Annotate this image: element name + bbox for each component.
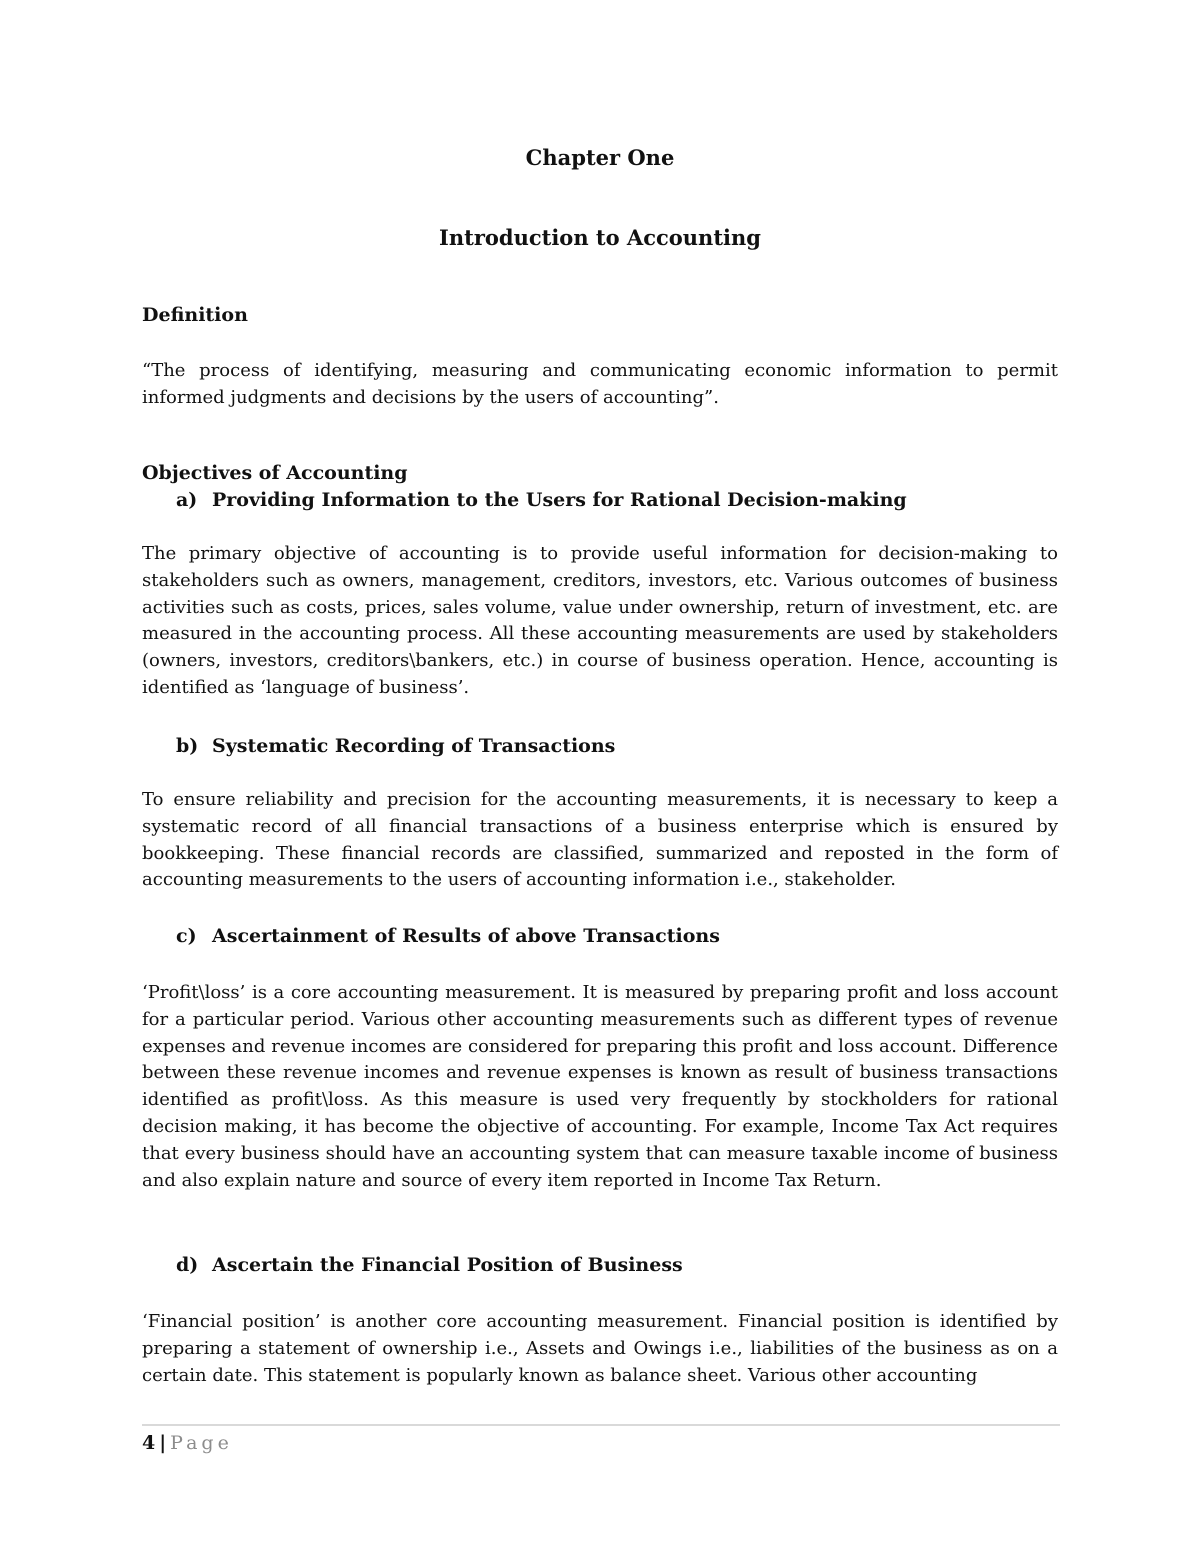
definition-heading: Definition [142, 304, 248, 326]
objective-a-heading [176, 487, 907, 513]
objective-d-heading [176, 1252, 683, 1278]
objective-b-text: To ensure reliability and precision for the accounting measurements, it is necessary to keep a systematic record of all financial transactions of a business enterprise which is ensured by bookkeeping. These financial records are classified, summarized and reposted in the form of accounting measurements to the users of accounting information i.e., stakeholder. [142, 789, 1058, 891]
page-label: Page [170, 1432, 233, 1454]
objective-b-letter: b) [176, 735, 199, 757]
footer-separator: | [159, 1432, 167, 1454]
objective-d-text: ‘Financial position’ is another core accounting measurement. Financial position is identified by preparing a statement of ownership i.e., Assets and Owings i.e., liabilities of the business as on a certain date. This statement is popularly known as balance sheet. Various other accounting [142, 1311, 1058, 1386]
objectives-heading: Objectives of Accounting [142, 462, 408, 484]
objective-c-text: ‘Profit\loss’ is a core accounting measurement. It is measured by preparing profit and loss account for a particular period. Various other accounting measurements such as different types of revenue expenses and revenue incomes are considered for preparing this profit and loss account. Difference between these revenue incomes and revenue expenses is known as result of business transactions identified as profit\loss. As this measure is used very frequently by stockholders for rational decision making, it has become the objective of accounting. For example, Income Tax Act requires that every business should have an accounting system that can measure taxable income of business and also explain nature and source of every item reported in Income Tax Return. [142, 982, 1058, 1191]
objective-d-title: Ascertain the Financial Position of Business [212, 1254, 683, 1276]
objective-b-heading [176, 733, 615, 759]
document-page [142, 0, 1058, 1553]
objective-c-heading [176, 923, 720, 949]
objective-c-title: Ascertainment of Results of above Transactions [212, 925, 720, 947]
objective-b-title: Systematic Recording of Transactions [212, 735, 616, 757]
objective-a-letter: a) [176, 489, 198, 511]
main-title: Introduction to Accounting [439, 225, 761, 250]
objective-a-text: The primary objective of accounting is to provide useful information for decision-making to stakeholders such as owners, management, creditors, investors, etc. Various outcomes of business activities such as costs, prices, sales volume, value under ownership, return of investment, etc. are measured in the accounting process. All these accounting measurements are used by stakeholders (owners, investors, creditors\bankers, etc.) in course of business operation. Hence, accounting is identified as ‘language of business’. [142, 543, 1058, 698]
definition-text: “The process of identifying, measuring and communicating economic information to permit informed judgments and decisions by the users of accounting”. [142, 360, 1058, 408]
footer-divider [142, 1424, 1060, 1426]
objective-d-letter: d) [176, 1254, 199, 1276]
objective-a-title: Providing Information to the Users for Rational Decision-making [212, 489, 907, 511]
chapter-title: Chapter One [525, 145, 675, 170]
objective-c-letter: c) [176, 925, 197, 947]
page-number: 4 [142, 1432, 156, 1454]
page-footer [142, 1430, 233, 1456]
